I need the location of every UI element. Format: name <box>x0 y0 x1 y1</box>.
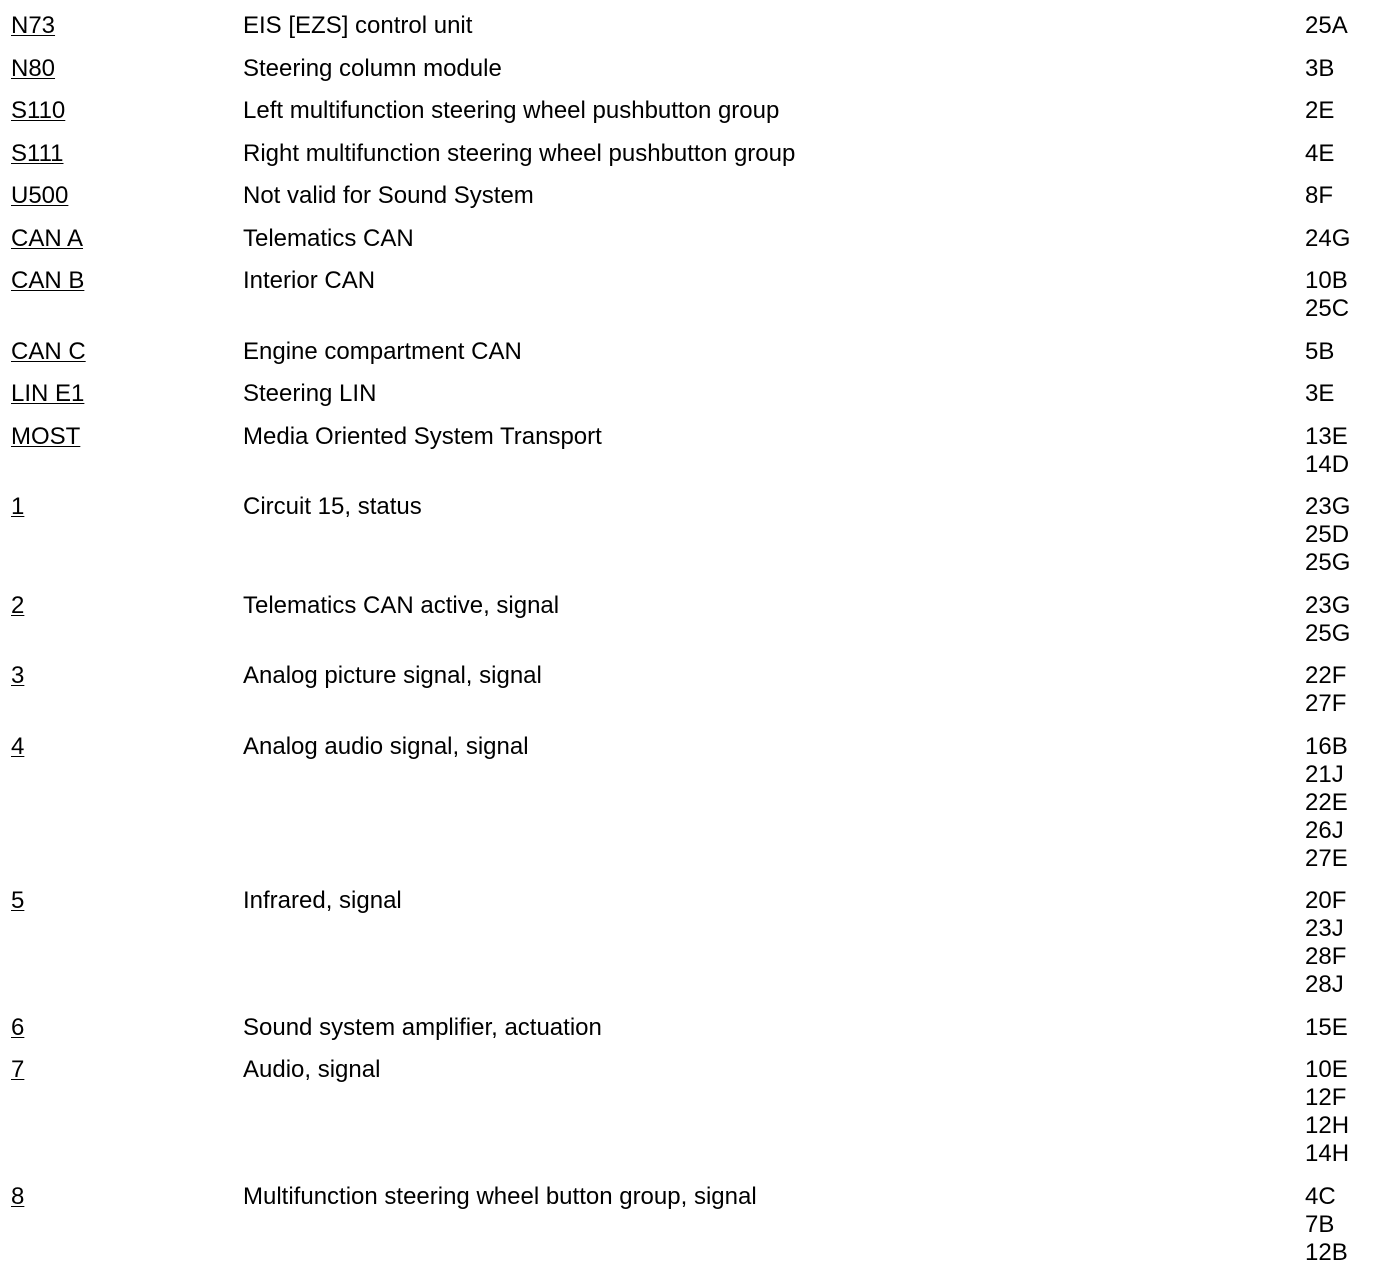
grid-reference: 3E <box>1305 380 1335 407</box>
component-description: Infrared, signal <box>243 887 402 914</box>
grid-references <box>1305 662 1376 718</box>
grid-reference: 25A <box>1305 12 1348 39</box>
grid-reference: 10B <box>1305 267 1348 294</box>
component-description: Right multifunction steering wheel pushbutton group <box>243 139 796 167</box>
component-description: Not valid for Sound System <box>243 182 534 209</box>
code-cell <box>0 733 243 761</box>
component-code-link[interactable]: 7 <box>11 1056 25 1083</box>
grid-references <box>1305 887 1376 999</box>
component-code-link[interactable]: 8 <box>11 1182 25 1210</box>
grid-references <box>1305 55 1376 83</box>
component-description: Telematics CAN active, signal <box>243 591 560 619</box>
component-description: Steering LIN <box>243 380 377 407</box>
component-description: Left multifunction steering wheel pushbutton group <box>243 97 780 124</box>
legend-row <box>0 887 1376 999</box>
component-description: Analog audio signal, signal <box>243 732 529 760</box>
grid-reference: 23J <box>1305 915 1344 942</box>
component-description: Telematics CAN <box>243 224 414 252</box>
code-cell <box>0 1014 243 1042</box>
code-cell <box>0 55 243 83</box>
component-description: Media Oriented System Transport <box>243 422 602 450</box>
code-cell <box>0 140 243 168</box>
grid-references <box>1305 225 1376 253</box>
grid-references <box>1305 182 1376 210</box>
component-code-link[interactable]: 6 <box>11 1013 25 1041</box>
component-code-link[interactable]: U500 <box>11 182 69 209</box>
grid-references <box>1305 267 1376 323</box>
grid-reference: 28J <box>1305 971 1344 998</box>
grid-references <box>1305 140 1376 168</box>
code-cell <box>0 267 243 295</box>
legend-row <box>0 338 1376 366</box>
component-description: Circuit 15, status <box>243 493 422 520</box>
legend-row <box>0 182 1376 210</box>
grid-reference: 20F <box>1305 887 1347 914</box>
legend-row <box>0 423 1376 479</box>
component-code-link[interactable]: S111 <box>11 139 64 167</box>
grid-reference: 2E <box>1305 97 1335 124</box>
grid-reference: 13E <box>1305 422 1348 450</box>
grid-reference: 22E <box>1305 788 1348 816</box>
legend-row <box>0 1183 1376 1267</box>
component-description: Multifunction steering wheel button group, signal <box>243 1182 757 1210</box>
grid-reference: 14D <box>1305 450 1350 478</box>
component-code-link[interactable]: 4 <box>11 732 25 760</box>
legend-row <box>0 267 1376 323</box>
component-description: Audio, signal <box>243 1056 381 1083</box>
code-cell <box>0 97 243 125</box>
grid-reference: 12F <box>1305 1084 1347 1111</box>
component-description: Steering column module <box>243 54 502 82</box>
legend-row <box>0 12 1376 40</box>
component-code-link[interactable]: 1 <box>11 493 25 520</box>
component-code-link[interactable]: MOST <box>11 422 81 450</box>
legend-row <box>0 662 1376 718</box>
grid-references <box>1305 493 1376 577</box>
code-cell <box>0 1183 243 1211</box>
code-cell <box>0 662 243 690</box>
grid-references <box>1305 380 1376 408</box>
code-cell <box>0 1056 243 1084</box>
legend-row <box>0 1014 1376 1042</box>
component-code-link[interactable]: CAN C <box>11 337 86 365</box>
legend-row <box>0 225 1376 253</box>
grid-reference: 16B <box>1305 732 1348 760</box>
grid-reference: 24G <box>1305 224 1351 252</box>
legend-row <box>0 380 1376 408</box>
code-cell <box>0 887 243 915</box>
grid-reference: 25D <box>1305 521 1350 548</box>
component-code-link[interactable]: CAN B <box>11 267 85 294</box>
code-cell <box>0 380 243 408</box>
component-description: EIS [EZS] control unit <box>243 12 473 39</box>
code-cell <box>0 12 243 40</box>
legend-row <box>0 1056 1376 1168</box>
component-code-link[interactable]: 3 <box>11 662 25 689</box>
legend-row <box>0 592 1376 648</box>
component-description: Engine compartment CAN <box>243 337 522 365</box>
grid-reference: 12B <box>1305 1238 1348 1266</box>
legend-table <box>0 12 1376 1281</box>
grid-reference: 3B <box>1305 54 1335 82</box>
grid-reference: 23G <box>1305 591 1351 619</box>
grid-reference: 7B <box>1305 1210 1335 1238</box>
grid-reference: 25G <box>1305 549 1351 576</box>
grid-references <box>1305 97 1376 125</box>
code-cell <box>0 338 243 366</box>
component-code-link[interactable]: LIN E1 <box>11 380 85 407</box>
grid-references <box>1305 592 1376 648</box>
grid-references <box>1305 1056 1376 1168</box>
grid-reference: 5B <box>1305 337 1335 365</box>
grid-reference: 12H <box>1305 1112 1350 1139</box>
code-cell <box>0 225 243 253</box>
grid-reference: 27E <box>1305 844 1348 872</box>
code-cell <box>0 592 243 620</box>
grid-reference: 4E <box>1305 139 1335 167</box>
component-code-link[interactable]: N80 <box>11 54 56 82</box>
code-cell <box>0 423 243 451</box>
legend-row <box>0 493 1376 577</box>
grid-reference: 10E <box>1305 1056 1348 1083</box>
grid-reference: 21J <box>1305 760 1344 788</box>
component-code-link[interactable]: 2 <box>11 591 25 619</box>
grid-reference: 8F <box>1305 182 1334 209</box>
grid-reference: 26J <box>1305 816 1344 844</box>
component-code-link[interactable]: S110 <box>11 97 66 124</box>
code-cell <box>0 182 243 210</box>
grid-references <box>1305 1014 1376 1042</box>
grid-reference: 25C <box>1305 295 1350 322</box>
component-description: Analog picture signal, signal <box>243 662 542 689</box>
legend-row <box>0 733 1376 873</box>
legend-row <box>0 97 1376 125</box>
grid-references <box>1305 423 1376 479</box>
grid-reference: 23G <box>1305 493 1351 520</box>
grid-references <box>1305 733 1376 873</box>
legend-row <box>0 55 1376 83</box>
grid-reference: 14H <box>1305 1140 1350 1167</box>
grid-references <box>1305 12 1376 40</box>
grid-reference: 15E <box>1305 1013 1348 1041</box>
grid-references <box>1305 338 1376 366</box>
component-code-link[interactable]: N73 <box>11 12 56 39</box>
grid-reference: 4C <box>1305 1182 1336 1210</box>
grid-reference: 28F <box>1305 943 1347 970</box>
component-code-link[interactable]: 5 <box>11 887 25 914</box>
code-cell <box>0 493 243 521</box>
component-description: Interior CAN <box>243 267 376 294</box>
grid-reference: 27F <box>1305 690 1347 717</box>
legend-row <box>0 140 1376 168</box>
grid-references <box>1305 1183 1376 1267</box>
component-code-link[interactable]: CAN A <box>11 224 84 252</box>
component-description: Sound system amplifier, actuation <box>243 1013 602 1041</box>
grid-reference: 25G <box>1305 619 1351 647</box>
grid-reference: 22F <box>1305 662 1347 689</box>
